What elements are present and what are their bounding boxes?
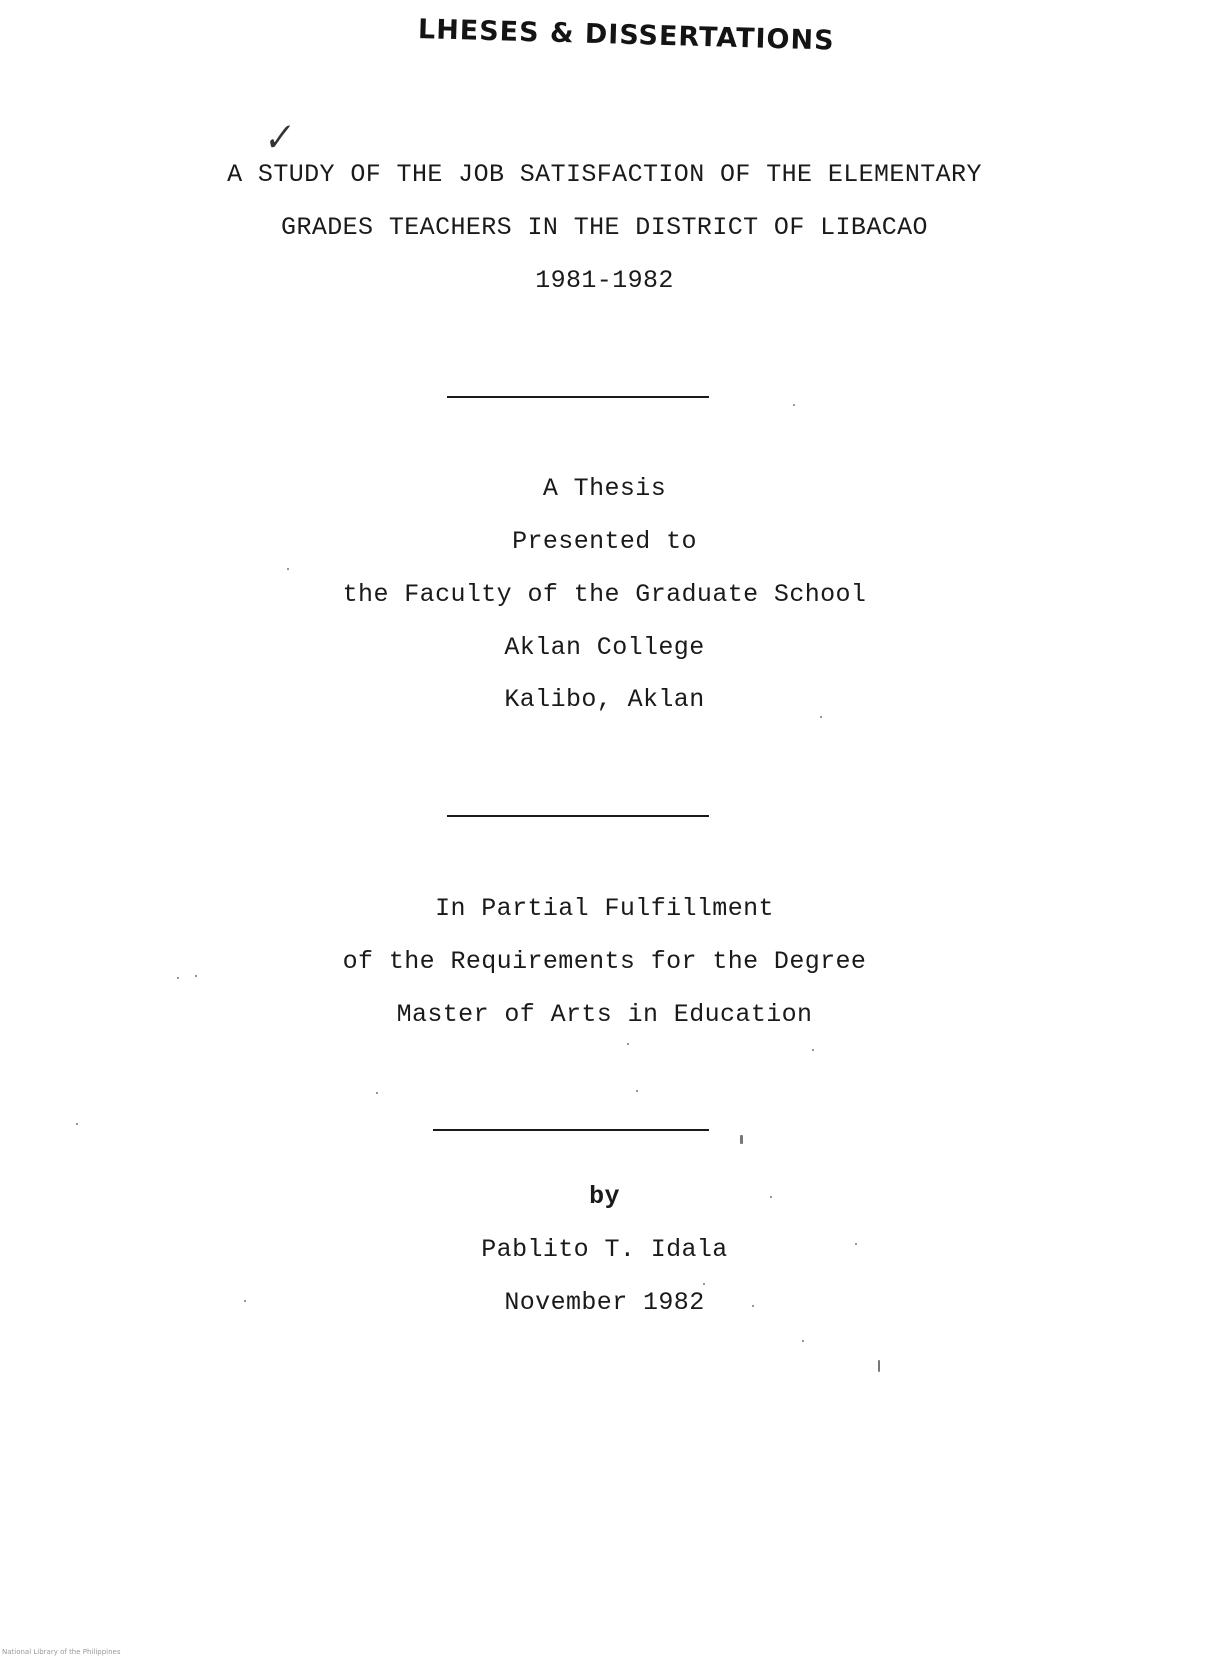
fulfillment-line-1: In Partial Fulfillment [435,894,774,923]
scan-speck [855,1243,857,1245]
presented-to: Presented to [512,527,697,556]
scan-speck [244,1300,246,1302]
scan-footer: National Library of the Philippines [2,1648,121,1656]
scan-speck [636,1090,638,1092]
scan-speck [627,1043,629,1045]
faculty-line: the Faculty of the Graduate School [342,580,867,609]
thesis-label: A Thesis [542,474,667,503]
divider-rule-1 [447,396,709,398]
scan-speck [703,1283,705,1285]
divider-rule-3 [433,1129,709,1131]
scan-speck [793,404,795,406]
scan-speck [76,1123,78,1125]
scan-speck [177,977,179,979]
title-line-1: A STUDY OF THE JOB SATISFACTION OF THE ELEMENTARY [227,160,982,189]
degree-name: Master of Arts in Education [396,1000,813,1029]
submission-date: November 1982 [504,1288,705,1317]
scan-speck [376,1092,378,1094]
scan-speck [752,1305,754,1307]
by-label: by [589,1182,620,1211]
fulfillment-line-2: of the Requirements for the Degree [342,947,867,976]
college-name: Aklan College [504,633,705,662]
scan-speck [878,1360,880,1372]
theses-dissertations-stamp: LHESES & DISSERTATIONS [417,14,835,57]
scan-speck [802,1340,804,1342]
scan-speck [770,1196,772,1198]
scan-speck [740,1135,743,1144]
title-line-3: 1981-1982 [535,266,674,295]
scan-speck [195,975,197,977]
scan-speck [812,1049,814,1051]
handwritten-check-mark: ✓ [259,116,295,161]
scan-speck [820,716,822,718]
scan-speck [287,568,289,570]
title-line-2: GRADES TEACHERS IN THE DISTRICT OF LIBACAO [281,213,928,242]
author-name: Pablito T. Idala [481,1235,728,1264]
divider-rule-2 [447,815,709,817]
college-location: Kalibo, Aklan [504,685,705,714]
